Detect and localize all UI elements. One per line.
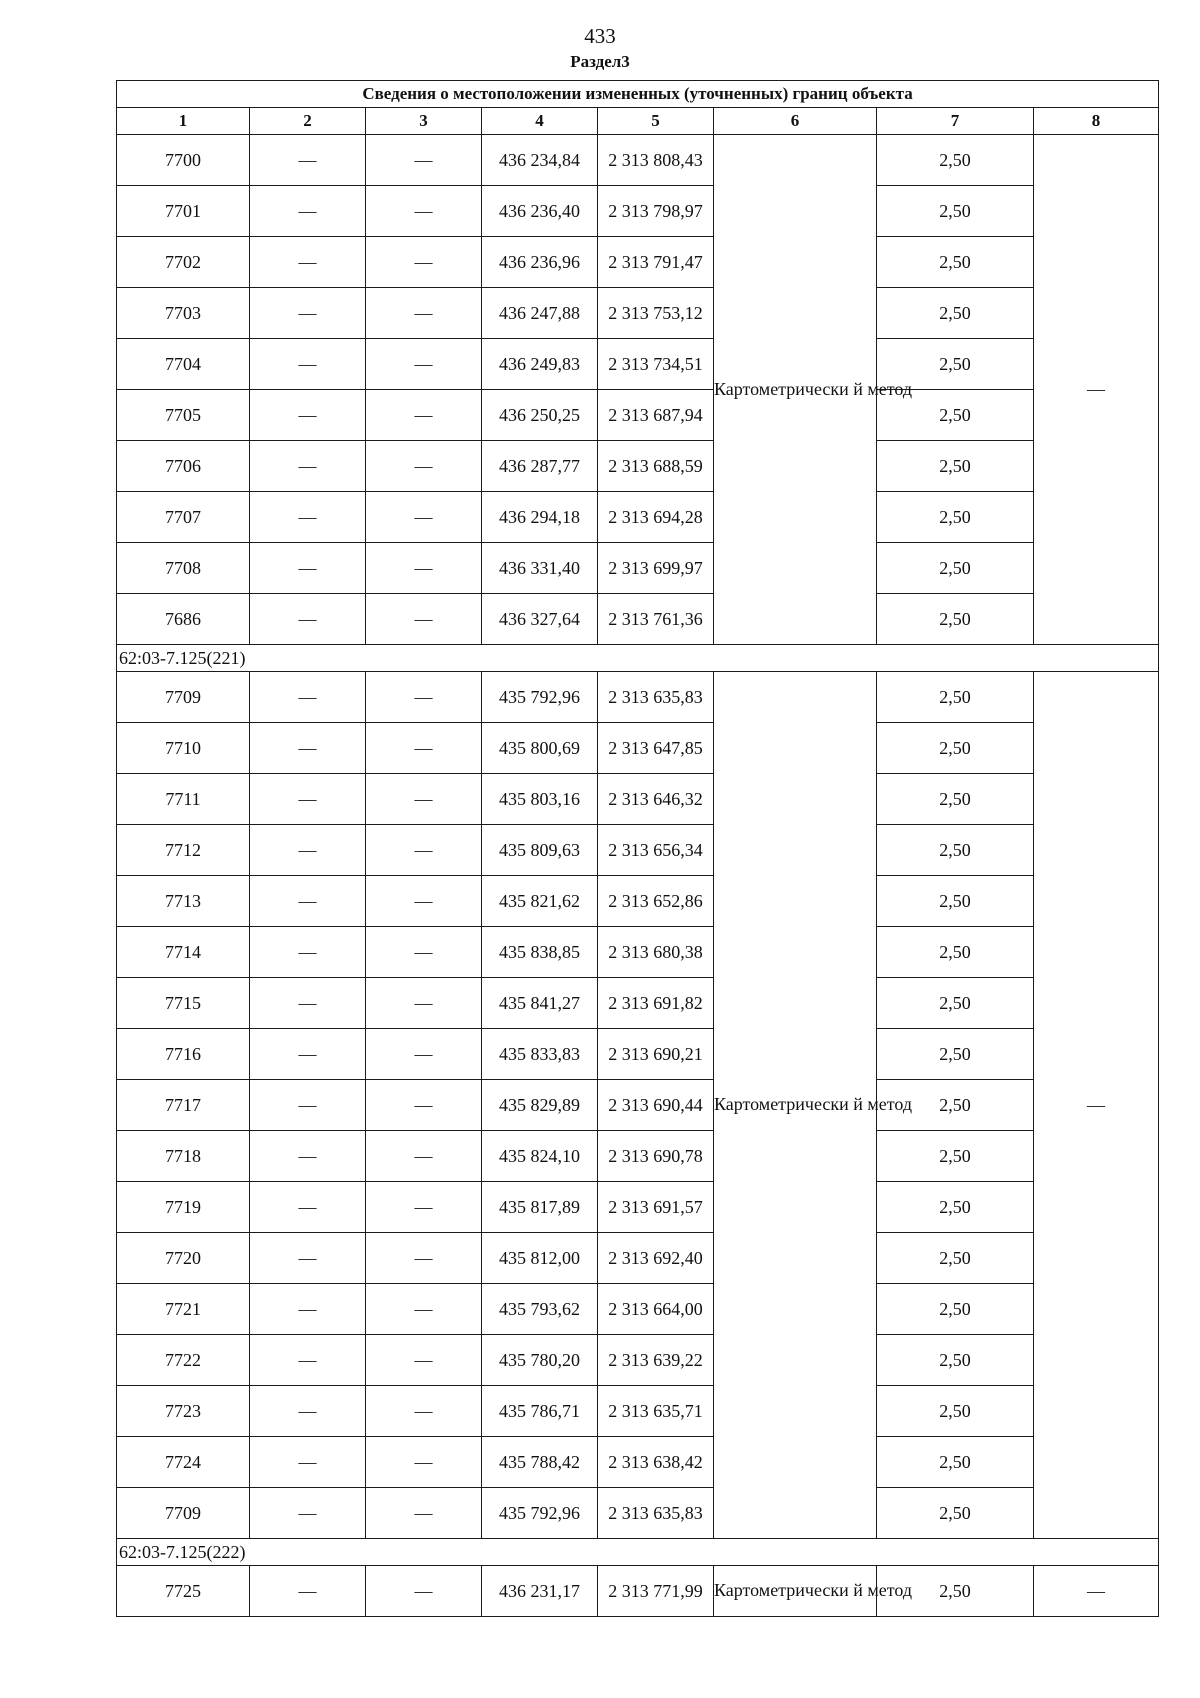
table-row [117,441,1159,492]
point-number-cell: 7706 [117,441,250,492]
accuracy-cell: 2,50 [877,1182,1034,1233]
column-header: 5 [598,108,714,135]
column-3-cell: — [366,1029,482,1080]
y-coordinate-cell: 2 313 656,34 [598,825,714,876]
column-3-cell: — [366,1437,482,1488]
point-number-cell: 7703 [117,288,250,339]
x-coordinate-cell: 436 236,96 [482,237,598,288]
column-2-cell: — [250,135,366,186]
point-number-cell: 7708 [117,543,250,594]
table-row [117,543,1159,594]
y-coordinate-cell: 2 313 761,36 [598,594,714,645]
x-coordinate-cell: 436 294,18 [482,492,598,543]
column-2-cell: — [250,288,366,339]
table-row [117,1335,1159,1386]
accuracy-cell: 2,50 [877,723,1034,774]
column-2-cell: — [250,927,366,978]
point-number-cell: 7723 [117,1386,250,1437]
x-coordinate-cell: 435 780,20 [482,1335,598,1386]
column-8-cell: — [1034,135,1159,645]
table-row [117,1488,1159,1539]
column-2-cell: — [250,1386,366,1437]
point-number-cell: 7717 [117,1080,250,1131]
table-row [117,1131,1159,1182]
accuracy-cell: 2,50 [877,594,1034,645]
y-coordinate-cell: 2 313 791,47 [598,237,714,288]
y-coordinate-cell: 2 313 734,51 [598,339,714,390]
y-coordinate-cell: 2 313 688,59 [598,441,714,492]
accuracy-cell: 2,50 [877,1131,1034,1182]
y-coordinate-cell: 2 313 646,32 [598,774,714,825]
table-row [117,339,1159,390]
column-2-cell: — [250,237,366,288]
y-coordinate-cell: 2 313 692,40 [598,1233,714,1284]
point-number-cell: 7709 [117,672,250,723]
y-coordinate-cell: 2 313 694,28 [598,492,714,543]
method-cell: Картометрически й метод [714,135,877,645]
table-row [117,135,1159,186]
table-row [117,288,1159,339]
table-row [117,237,1159,288]
column-header: 8 [1034,108,1159,135]
accuracy-cell: 2,50 [877,1233,1034,1284]
table-row [117,186,1159,237]
table-row [117,1080,1159,1131]
y-coordinate-cell: 2 313 635,83 [598,1488,714,1539]
column-header: 3 [366,108,482,135]
column-2-cell: — [250,825,366,876]
point-number-cell: 7686 [117,594,250,645]
column-3-cell: — [366,774,482,825]
column-3-cell: — [366,1080,482,1131]
column-2-cell: — [250,1566,366,1617]
column-2-cell: — [250,594,366,645]
column-3-cell: — [366,135,482,186]
column-3-cell: — [366,543,482,594]
column-2-cell: — [250,774,366,825]
y-coordinate-cell: 2 313 690,21 [598,1029,714,1080]
x-coordinate-cell: 435 792,96 [482,672,598,723]
x-coordinate-cell: 435 786,71 [482,1386,598,1437]
x-coordinate-cell: 435 812,00 [482,1233,598,1284]
table-row [117,1182,1159,1233]
x-coordinate-cell: 435 803,16 [482,774,598,825]
x-coordinate-cell: 435 792,96 [482,1488,598,1539]
y-coordinate-cell: 2 313 753,12 [598,288,714,339]
y-coordinate-cell: 2 313 808,43 [598,135,714,186]
y-coordinate-cell: 2 313 771,99 [598,1566,714,1617]
column-3-cell: — [366,1182,482,1233]
y-coordinate-cell: 2 313 652,86 [598,876,714,927]
point-number-cell: 7719 [117,1182,250,1233]
y-coordinate-cell: 2 313 638,42 [598,1437,714,1488]
column-2-cell: — [250,672,366,723]
table-row [117,390,1159,441]
column-3-cell: — [366,1488,482,1539]
table-row [117,1233,1159,1284]
column-2-cell: — [250,390,366,441]
column-3-cell: — [366,186,482,237]
table-row [117,1029,1159,1080]
page-number: 433 [584,24,616,48]
column-2-cell: — [250,186,366,237]
column-3-cell: — [366,876,482,927]
point-number-cell: 7705 [117,390,250,441]
accuracy-cell: 2,50 [877,1284,1034,1335]
column-2-cell: — [250,978,366,1029]
table-row [117,492,1159,543]
y-coordinate-cell: 2 313 691,57 [598,1182,714,1233]
column-2-cell: — [250,543,366,594]
method-cell: Картометрически й метод [714,672,877,1539]
accuracy-cell: 2,50 [877,1437,1034,1488]
column-3-cell: — [366,1284,482,1335]
column-3-cell: — [366,390,482,441]
y-coordinate-cell: 2 313 687,94 [598,390,714,441]
point-number-cell: 7712 [117,825,250,876]
table-row [117,1437,1159,1488]
table-row [117,1566,1159,1617]
accuracy-cell: 2,50 [877,288,1034,339]
x-coordinate-cell: 435 833,83 [482,1029,598,1080]
column-3-cell: — [366,237,482,288]
accuracy-cell: 2,50 [877,1488,1034,1539]
y-coordinate-cell: 2 313 664,00 [598,1284,714,1335]
table-row [117,1284,1159,1335]
accuracy-cell: 2,50 [877,237,1034,288]
table-row [117,672,1159,723]
column-3-cell: — [366,441,482,492]
column-3-cell: — [366,1386,482,1437]
point-number-cell: 7714 [117,927,250,978]
accuracy-cell: 2,50 [877,927,1034,978]
x-coordinate-cell: 435 838,85 [482,927,598,978]
accuracy-cell: 2,50 [877,339,1034,390]
table-row [117,1386,1159,1437]
table-row [117,876,1159,927]
point-number-cell: 7710 [117,723,250,774]
point-number-cell: 7725 [117,1566,250,1617]
point-number-cell: 7718 [117,1131,250,1182]
x-coordinate-cell: 436 327,64 [482,594,598,645]
column-3-cell: — [366,978,482,1029]
y-coordinate-cell: 2 313 798,97 [598,186,714,237]
x-coordinate-cell: 436 234,84 [482,135,598,186]
y-coordinate-cell: 2 313 635,83 [598,672,714,723]
column-2-cell: — [250,441,366,492]
column-8-cell: — [1034,1566,1159,1617]
table-row [117,825,1159,876]
x-coordinate-cell: 435 821,62 [482,876,598,927]
column-2-cell: — [250,1029,366,1080]
accuracy-cell: 2,50 [877,774,1034,825]
point-number-cell: 7721 [117,1284,250,1335]
cadastral-group-label: 62:03-7.125(222) [117,1539,1159,1566]
table-row [117,594,1159,645]
x-coordinate-cell: 435 800,69 [482,723,598,774]
column-3-cell: — [366,825,482,876]
column-2-cell: — [250,1233,366,1284]
column-header: 4 [482,108,598,135]
accuracy-cell: 2,50 [877,1335,1034,1386]
column-3-cell: — [366,723,482,774]
y-coordinate-cell: 2 313 635,71 [598,1386,714,1437]
point-number-cell: 7704 [117,339,250,390]
column-2-cell: — [250,1131,366,1182]
accuracy-cell: 2,50 [877,390,1034,441]
column-3-cell: — [366,492,482,543]
column-2-cell: — [250,1284,366,1335]
y-coordinate-cell: 2 313 647,85 [598,723,714,774]
table-row [117,927,1159,978]
column-3-cell: — [366,339,482,390]
column-3-cell: — [366,594,482,645]
method-cell: Картометрически й метод [714,1566,877,1617]
header-row [117,108,1159,135]
x-coordinate-cell: 436 236,40 [482,186,598,237]
column-header: 6 [714,108,877,135]
y-coordinate-cell: 2 313 690,78 [598,1131,714,1182]
column-2-cell: — [250,1182,366,1233]
accuracy-cell: 2,50 [877,186,1034,237]
column-3-cell: — [366,1233,482,1284]
column-header: 2 [250,108,366,135]
y-coordinate-cell: 2 313 680,38 [598,927,714,978]
point-number-cell: 7707 [117,492,250,543]
x-coordinate-cell: 436 249,83 [482,339,598,390]
accuracy-cell: 2,50 [877,135,1034,186]
point-number-cell: 7715 [117,978,250,1029]
column-header: 1 [117,108,250,135]
x-coordinate-cell: 435 788,42 [482,1437,598,1488]
x-coordinate-cell: 435 793,62 [482,1284,598,1335]
x-coordinate-cell: 435 829,89 [482,1080,598,1131]
column-2-cell: — [250,492,366,543]
point-number-cell: 7702 [117,237,250,288]
x-coordinate-cell: 435 809,63 [482,825,598,876]
accuracy-cell: 2,50 [877,876,1034,927]
accuracy-cell: 2,50 [877,1386,1034,1437]
point-number-cell: 7700 [117,135,250,186]
accuracy-cell: 2,50 [877,1566,1034,1617]
column-header: 7 [877,108,1034,135]
column-2-cell: — [250,339,366,390]
accuracy-cell: 2,50 [877,1080,1034,1131]
column-3-cell: — [366,1566,482,1617]
point-number-cell: 7713 [117,876,250,927]
point-number-cell: 7711 [117,774,250,825]
point-number-cell: 7716 [117,1029,250,1080]
x-coordinate-cell: 435 841,27 [482,978,598,1029]
column-3-cell: — [366,288,482,339]
x-coordinate-cell: 435 824,10 [482,1131,598,1182]
table-row [117,723,1159,774]
accuracy-cell: 2,50 [877,441,1034,492]
column-2-cell: — [250,1335,366,1386]
column-3-cell: — [366,672,482,723]
x-coordinate-cell: 436 247,88 [482,288,598,339]
accuracy-cell: 2,50 [877,978,1034,1029]
boundary-coordinates-table [116,80,1159,1617]
cadastral-group-label: 62:03-7.125(221) [117,645,1159,672]
point-number-cell: 7720 [117,1233,250,1284]
point-number-cell: 7701 [117,186,250,237]
column-2-cell: — [250,1080,366,1131]
y-coordinate-cell: 2 313 639,22 [598,1335,714,1386]
y-coordinate-cell: 2 313 699,97 [598,543,714,594]
group-label-row [117,1539,1159,1566]
point-number-cell: 7722 [117,1335,250,1386]
table-row [117,978,1159,1029]
x-coordinate-cell: 436 231,17 [482,1566,598,1617]
x-coordinate-cell: 436 250,25 [482,390,598,441]
accuracy-cell: 2,50 [877,543,1034,594]
table-title: Сведения о местоположении измененных (уточненных) границ объекта [117,81,1159,108]
y-coordinate-cell: 2 313 691,82 [598,978,714,1029]
column-3-cell: — [366,1131,482,1182]
column-2-cell: — [250,876,366,927]
column-2-cell: — [250,1437,366,1488]
y-coordinate-cell: 2 313 690,44 [598,1080,714,1131]
table-row [117,774,1159,825]
accuracy-cell: 2,50 [877,825,1034,876]
column-2-cell: — [250,723,366,774]
column-2-cell: — [250,1488,366,1539]
column-3-cell: — [366,1335,482,1386]
point-number-cell: 7724 [117,1437,250,1488]
accuracy-cell: 2,50 [877,1029,1034,1080]
point-number-cell: 7709 [117,1488,250,1539]
x-coordinate-cell: 436 331,40 [482,543,598,594]
group-label-row [117,645,1159,672]
accuracy-cell: 2,50 [877,492,1034,543]
column-3-cell: — [366,927,482,978]
x-coordinate-cell: 436 287,77 [482,441,598,492]
column-8-cell: — [1034,672,1159,1539]
section-title: Раздел3 [570,52,630,71]
accuracy-cell: 2,50 [877,672,1034,723]
x-coordinate-cell: 435 817,89 [482,1182,598,1233]
